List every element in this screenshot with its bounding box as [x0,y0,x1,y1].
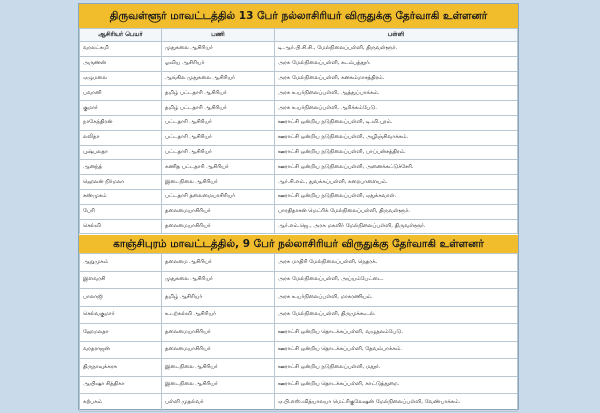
table-row [80,145,518,160]
table-row [80,130,518,145]
role-cell: பட்டதாரி ஆசிரியர் [162,115,275,130]
role-cell: தலைமையாசிரியர் [162,219,275,234]
school-cell: ஊராட்சி ஒன்றிய நடுநிலைப்பள்ளி, மதூர். [275,359,518,377]
role-cell: பட்டதாரி ஆசிரியர் [162,130,275,145]
school-cell: அரசு மாதிரி மேல்நிலைப்பள்ளி, நெதரக். [275,254,518,272]
school-cell: அரசு மேல்நிலைப்பள்ளி, அய்யம்பேட்டை. [275,271,518,289]
section-title-kanchipuram: காஞ்சிபுரம் மாவட்டத்தில், 9 பேர் நல்லாசிரியர் விருதுக்கு தேர்வாகி உள்ளனர் [79,235,518,253]
table-row [80,376,518,394]
school-cell: ஊராட்சி ஒன்றிய நடுநிலைப்பள்ளி, ஏதுக்கவாள். [275,189,518,204]
role-cell: தலைமை ஆசிரியர் [162,254,275,272]
role-cell: தலைமையாசிரியர் [162,341,275,359]
school-cell: அரசு மேல்நிலைப்பள்ளி, கனகம்மாசத்திரம். [275,71,518,86]
school-cell: ஊராட்சி ஒன்றிய தொடக்கப்பள்ளி, வழுதலம்பேடு. [275,324,518,342]
role-cell: தமிழ் பட்டதாரி ஆசிரியர் [162,86,275,101]
role-cell: இடைநிலை ஆசிரியர் [162,175,275,190]
teacher-name-cell: செல்வகுமார் [80,306,162,324]
teacher-name-cell: ஆயிஷா சித்திகா [80,376,162,394]
awards-table-sheet [78,3,519,410]
teacher-name-cell: ஹெலன் நிர்மலா [80,175,162,190]
teacher-name-cell: குமார் [80,101,162,116]
role-cell: உடற்கல்வி ஆசிரியர் [162,306,275,324]
role-cell: ஆங்கில முதுகலை ஆசிரியர் [162,71,275,86]
table-row [80,204,518,219]
table-row [80,160,518,175]
school-cell: ஊராட்சி ஒன்றிய நடுநிலைப்பள்ளி, அழிஞ்சிவாக்கம். [275,130,518,145]
school-cell: ஏ.பி.எஸ்.வித்யாலயா மெட்ரிகுலேஷன் மேல்நிலைப்பள்ளி, வேண்பாக்கம். [275,394,518,412]
table-row [80,341,518,359]
school-cell: ஊராட்சி ஒன்றிய தொடக்கப்பள்ளி, தேவம்பாக்கம். [275,341,518,359]
role-cell: தமிழ் ஆசிரியர் [162,289,275,307]
header-role: பணி [162,29,275,42]
table-row [80,394,518,412]
table-row [80,42,518,57]
table-row [80,56,518,71]
school-cell: ஊராட்சி ஒன்றிய நடுநிலைப்பள்ளி, அனைக்கட்டுச்சேரி. [275,160,518,175]
teacher-name-cell: திருநாவுக்கரசு [80,359,162,377]
role-cell: பள்ளி முதல்வர் [162,394,275,412]
teacher-name-cell: ஆனந்த் [80,160,162,175]
teacher-name-cell: ஏழுமலை [80,71,162,86]
table-row [80,71,518,86]
teacher-name-cell: சண்முகம் [80,189,162,204]
kanchipuram-table [79,253,518,412]
teacher-name-cell: வரதராஜன் [80,341,162,359]
teacher-name-cell: லலிதா [80,130,162,145]
teacher-name-cell: பாலாஜி [80,289,162,307]
school-cell: பாரதிதாசன் மெட்ரிக் மேல்நிலைப்பள்ளி, திருவள்ளூர். [275,204,518,219]
school-cell: டி.ஆர்.பி.சி.சி., மேல்நிலைப்பள்ளி, திருவள்ளூர். [275,42,518,57]
role-cell: முதுகலை ஆசிரியர் [162,271,275,289]
role-cell: இடைநிலை ஆசிரியர் [162,359,275,377]
table-row [80,359,518,377]
school-cell: அரசு மேல்நிலைப்பள்ளி, திருமுக்கூடல். [275,306,518,324]
teacher-name-cell: அருணன் [80,56,162,71]
table-row [80,189,518,204]
role-cell: முதுகலை ஆசிரியர் [162,42,275,57]
teacher-name-cell: ஹேமலதா [80,324,162,342]
role-cell: தலைமையாசிரியர் [162,324,275,342]
teacher-name-cell: வரலட்சுமி [80,42,162,57]
teacher-name-cell: பேரி [80,204,162,219]
teacher-name-cell: ஆறுமுகம் [80,254,162,272]
school-cell: ஆர்.எம்.ஜெ., அரசு மகளிர் மேல்நிலைப்பள்ளி, திருவள்ளூர். [275,219,518,234]
table-row [80,271,518,289]
role-cell: பட்டதாரி ஆசிரியர் [162,145,275,160]
role-cell: ஓவிய ஆசிரியர் [162,56,275,71]
table-row [80,254,518,272]
school-cell: ஊராட்சி ஒன்றிய நடுநிலைப்பள்ளி, பாப்பன்சத்திரம். [275,145,518,160]
table-row [80,101,518,116]
school-cell: அரசு மேல்நிலைப்பள்ளி, கடம்பத்தூர். [275,56,518,71]
tiruvallur-table [79,28,518,234]
teacher-name-cell: பவானி [80,86,162,101]
role-cell: தலைமையாசிரியர் [162,204,275,219]
school-cell: அரசு உயர்நிலைப்பள்ளி, ஆத்துப்பாக்கம். [275,86,518,101]
teacher-name-cell: நாகேந்திரன் [80,115,162,130]
header-teacher-name: ஆசிரியர் பெயர் [80,29,162,42]
teacher-name-cell: இளவரசி [80,271,162,289]
school-cell: ஆர்.சி.எம்., துவக்கப்பள்ளி, சுறைபாளையம். [275,175,518,190]
table-row [80,324,518,342]
table-row [80,219,518,234]
table-row [80,175,518,190]
table-header-row [80,29,518,42]
table-row [80,86,518,101]
role-cell: பட்டதாரி தலைமையாசிரியர் [162,189,275,204]
school-cell: அரசு உயர்நிலைப்பள்ளி, மாகரணியம். [275,289,518,307]
role-cell: கணித பட்டதாரி ஆசிரியர் [162,160,275,175]
teacher-name-cell: கற்பகம் [80,394,162,412]
table-row [80,306,518,324]
table-row [80,289,518,307]
teacher-name-cell: செல்வி [80,219,162,234]
teacher-name-cell: புஷ்பலதா [80,145,162,160]
role-cell: தமிழ் பட்டதாரி ஆசிரியர் [162,101,275,116]
school-cell: அரசு உயர்நிலைப்பள்ளி, ஆரிக்கம்பேடு. [275,101,518,116]
school-cell: ஊராட்சி ஒன்றிய தொடக்கப்பள்ளி, காட்டுத்துறை. [275,376,518,394]
table-row [80,115,518,130]
section-title-tiruvallur: திருவள்ளூர் மாவட்டத்தில் 13 பேர் நல்லாசிரியர் விருதுக்கு தேர்வாகி உள்ளனர் [79,4,518,28]
school-cell: ஊராட்சி ஒன்றிய நடுநிலைப்பள்ளி, டி.வி.புரம். [275,115,518,130]
role-cell: இடைநிலை ஆசிரியர் [162,376,275,394]
header-school: பள்ளி [275,29,518,42]
